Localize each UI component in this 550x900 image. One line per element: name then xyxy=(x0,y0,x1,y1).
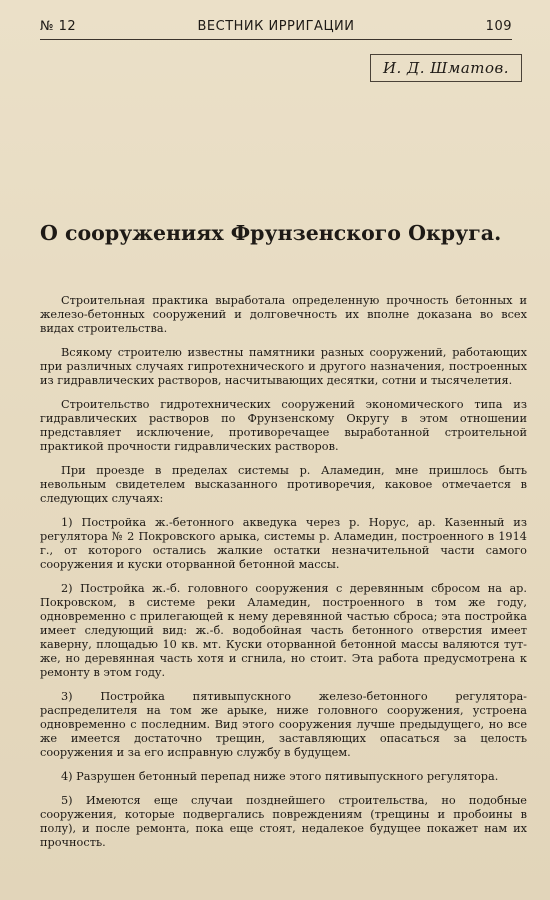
author-box: И. Д. Шматов. xyxy=(370,54,522,82)
journal-title: ВЕСТНИК ИРРИГАЦИИ xyxy=(197,19,355,34)
article-body xyxy=(40,294,527,860)
paragraph: При проезде в пределах системы р. Аламедин, мне пришлось быть невольным свидетелем высказанного противоречия, каковое отмечается в следующих случаях: xyxy=(40,463,527,505)
paragraph: 4) Разрушен бетонный перепад ниже этого пятивыпускного регулятора. xyxy=(61,769,499,783)
issue-number: № 12 xyxy=(40,19,77,34)
paragraph: Строительная практика выработала определенную прочность бетонных и железо-бетонных сооружений и долговечность их вполне доказана во всех видах строительства. xyxy=(40,294,527,336)
paragraph: 1) Постройка ж.-бетонного акведука через р. Норус, ар. Казенный из регулятора № 2 Покровского арыка, системы р. Аламедин, построенного в 1914 г., от которого остались жалкие остатки незначительной части самого сооружения и куски оторванной бетонной массы. xyxy=(40,515,527,571)
page-number: 109 xyxy=(485,19,512,34)
paragraph: Строительство гидротехнических сооружений экономического типа из гидравлических растворов по Фрунзенскому Округу в этом отношении представляет исключение, противоречащее выработанной строительной практикой прочности гидравлических растворов. xyxy=(40,397,527,454)
paragraph: 3) Постройка пятивыпускного железо-бетонного регулятора-распределителя на том же арыке, ниже головного сооружения, устроена одновременно с последним. Вид этого сооружения лучше предыдущего, но все же имеется достаточно трещин, заставляющих опасаться за целость сооружения и за его исправную службу в будущем. xyxy=(40,689,527,760)
article-title: О сооружениях Фрунзенского Округа. xyxy=(40,221,502,245)
paragraph: 2) Постройка ж.-б. головного сооружения с деревянным сбросом на ар. Покровском, в системе реки Аламедин, построенного в том же году, одновременно с прилегающей к нему деревянной частью сброса; эта постройка имеет следующий вид: ж.-б. водобойная часть бетонного отверстия имеет каверну, площадью 10 кв. мт. Куски оторванной бетонной массы валяются тут-же, но деревянная часть хотя и сгнила, но стоит. Эта работа предусмотрена к ремонту в этом году. xyxy=(40,581,527,680)
paragraph: 5) Имеются еще случаи позднейшего строительства, но подобные сооружения, которые подвергались повреждениям (трещины и пробоины в полу), и после ремонта, пока еще стоят, недалекое будущее покажет нам их прочность. xyxy=(40,793,527,849)
running-header xyxy=(40,17,512,40)
paragraph: Всякому строителю известны памятники разных сооружений, работающих при различных случаях гипротехнического и другого назначения, построенных из гидравлических растворов, насчитывающих десятки, сотни и тысячелетия. xyxy=(40,345,527,388)
